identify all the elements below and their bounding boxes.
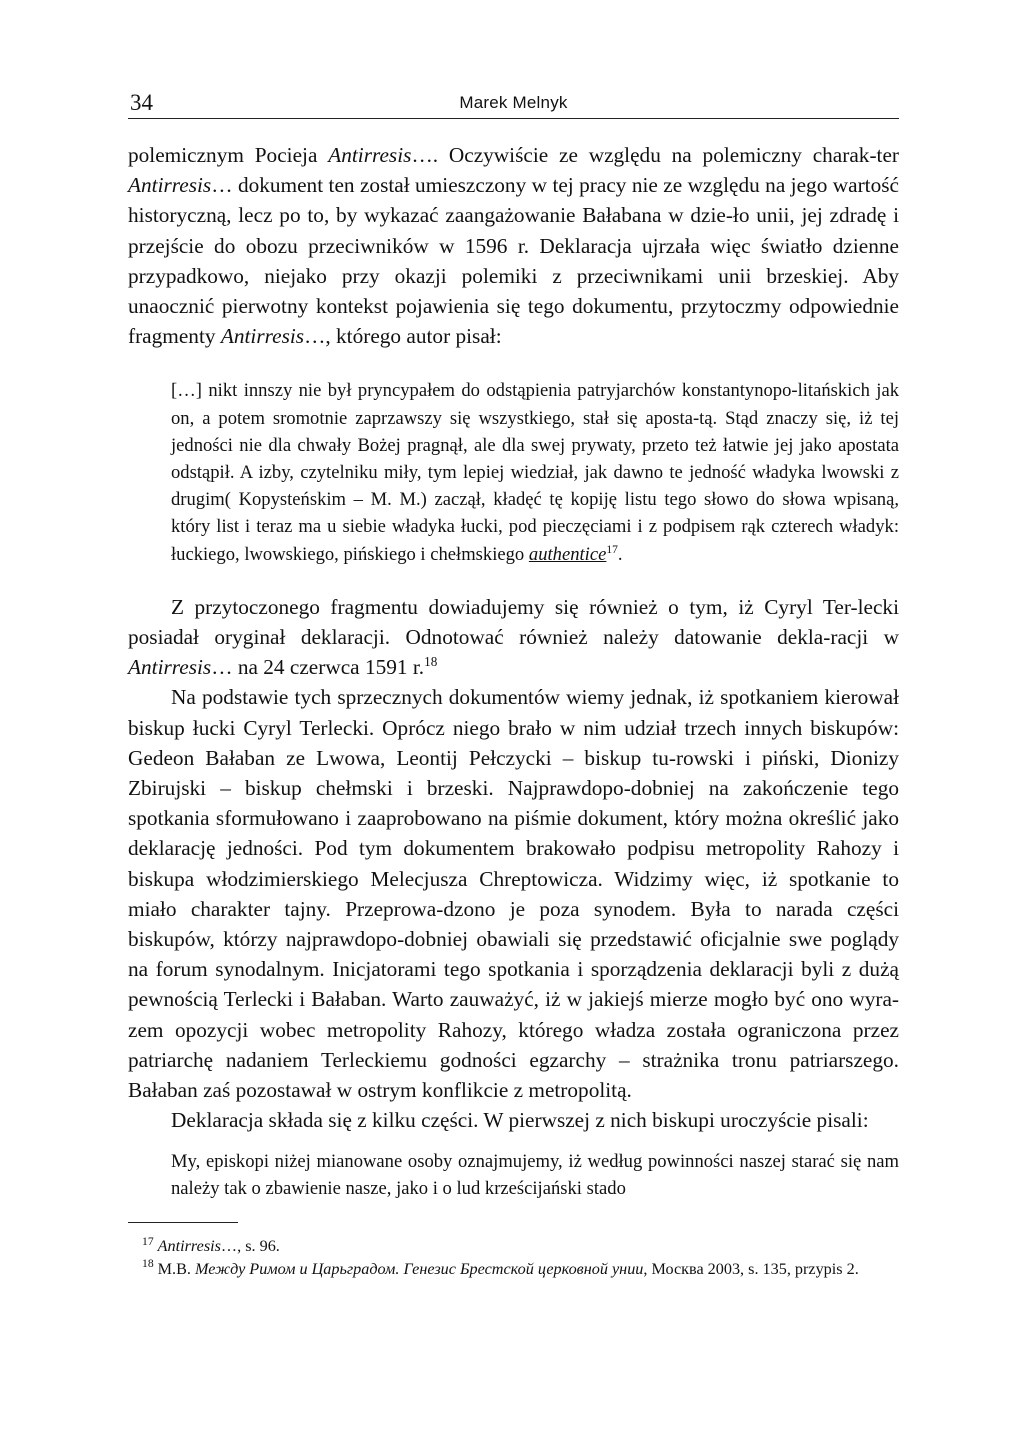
- main-text: [128, 140, 899, 1202]
- running-head: Marek Melnyk: [459, 93, 568, 112]
- footnote-mark: 18: [142, 1257, 154, 1271]
- footnote-rule: [128, 1222, 238, 1223]
- text-run-italic: Antirresis: [220, 324, 305, 349]
- footnotes: [128, 1222, 899, 1280]
- text-run-italic: Antirresis: [157, 1237, 221, 1255]
- text-run-italic: authentice: [528, 543, 607, 565]
- text-run-italic: Antirresis: [128, 655, 212, 680]
- text-run: Z przytoczonego fragmentu dowiadujemy się również o tym, iż Cyryl Ter-lecki posiadał oryginał deklaracji. Odnotować również należy datowanie dekla-racji w: [128, 594, 899, 650]
- text-run: polemicznym Pocieja: [128, 143, 329, 167]
- page-header: [128, 88, 899, 119]
- block-quote-2: My, episkopi niżej mianowane osoby oznajmujemy, iż według powinności naszej starać się nam należy tak o zbawienie nasze, jako i o lud krześcijański stado: [171, 1150, 899, 1199]
- text-run-italic: Antirresis: [328, 143, 412, 167]
- text-run: …, s. 96.: [220, 1237, 280, 1255]
- text-run-italic: Antirresis: [128, 173, 212, 198]
- footnote-ref-17[interactable]: 17: [606, 543, 618, 556]
- text-run-italic: Между Римом и Царьградом. Генезис Брестской церковной унии: [195, 1259, 644, 1278]
- paragraph-3: Na podstawie tych sprzecznych dokumentów wiemy jednak, iż spotkaniem kierował biskup łucki Cyryl Terlecki. Oprócz niego brało w nim udział trzech innych biskupów: Gedeon Bałaban ze Lwowa, Leontij Pełczycki – biskup tu-rowski i piński, Dionizy Zbirujski – biskup chełmski i brzeski. Najprawdopo-dobniej na zakończenie tego spotkania sformułowano i zaaprobowano na piśmie dokument, który można określić jako deklarację jedności. Pod tym dokumentem brakowało podpisu metropolity Rahozy i biskupa włodzimierskiego Melecjusza Chreptowicza. Widzimy więc, iż spotkanie to miało charakter tajny. Przeprowa-dzono je poza synodem. Była to narada części biskupów, którzy najprawdopo-dobniej obawiali się przedstawić oficjalnie swe poglądy na forum synodalnym. Inicjatorami tego spotkania i sporządzenia deklaracji byli z dużą pewnością Terlecki i Bałaban. Warto zauważyć, iż w jakiejś mierze mogło być ono wyra-zem opozycji wobec metropolity Rahozy, którego władza została ograniczona przez patriarchę nadaniem Terleckiemu godności egzarchy – strażnika tronu patriarszego. Bałaban zaś pozostawał w ostrym konflikcie z metropolitą.: [128, 685, 899, 1103]
- block-quote-1: […] nikt innszy nie był pryncypałem do odstąpienia patryjarchów konstantynopo-litańskich jak on, a potem sromotnie zaprzawszy się wszystkiego, stał się aposta-tą. Stąd znaczy się, iż tej jedności nie dla chwały Bożej pragnął, ale dla swej prywaty, przeto też łatwie jej jako apostata odstąpił. A izby, czytelniku miły, tym lepiej wiedział, jak dawno te jedność władyka lwowski z drugim( Kopysteńskim – M. M.) zaczął, kładęć tę kopiję listu tego słowo do słowa wpisaną, który list i teraz ma u siebie władyka łucki, pod pieczęciami i z podpisem rąk czterech władyk: łuckiego, lwowskiego, pińskiego i chełmskiego authentice$^{17}$.: [171, 380, 899, 565]
- text-run: … na 24 czerwca 1591 r.: [211, 655, 425, 680]
- footnote-18: [128, 1258, 899, 1281]
- text-run: , Москва 2003, s. 135, przypis 2.: [643, 1259, 859, 1278]
- paragraph-4: Deklaracja składa się z kilku części. W pierwszej z nich biskupi uroczyście pisali:: [171, 1108, 869, 1133]
- text-run: […] nikt innszy nie był pryncypałem do odstąpienia patryjarchów konstantynopo-litańskich jak on, a potem sromotnie zaprzawszy się wszystkiego, stał się aposta-tą. Stąd znaczy się, iż tej jedności nie dla chwały Bożej pragnął, ale dla swej prywaty, przeto też łatwie jej jako apostata odstąpił. A izby, czytelniku miły, tym lepiej wiedział, jak dawno te jedność władyka lwowski z drugim( Kopysteńskim – M. M.) zaczął, kładęć tę kopiję listu tego słowo do słowa wpisaną, który list i teraz ma u siebie władyka łucki, pod pieczęciami i z podpisem rąk czterech władyk: łuckiego, lwowskiego, pińskiego i chełmskiego: [171, 380, 899, 565]
- text-run: …. Oczywiście ze względu na polemiczny charak-ter: [411, 143, 899, 167]
- footnote-17: [128, 1235, 899, 1258]
- footnote-mark: 17: [142, 1234, 154, 1248]
- footnote-ref-18[interactable]: 18: [424, 654, 438, 670]
- text-run: … dokument ten został umieszczony w tej pracy nie ze względu na jego wartość historyczną, lecz po to, by wykazać zaangażowanie Bałabana w dzie-ło unii, jej zdradę i przejście do obozu przeciwników w 1596 r. Deklaracja ujrzała więc światło dzienne przypadkowo, niejako przy okazji polemiki z przeciwnikami unii brzeskiej. Aby unaocznić pierwotny kontekst pojawienia się tego dokumentu, przytoczmy odpowiednie fragmenty: [128, 173, 899, 349]
- text-run: …, którego autor pisał:: [304, 324, 502, 349]
- page-number: 34: [130, 90, 153, 115]
- paragraph-1: [128, 140, 899, 351]
- text-run: М.В.: [157, 1259, 195, 1278]
- paragraph-2: [128, 592, 899, 683]
